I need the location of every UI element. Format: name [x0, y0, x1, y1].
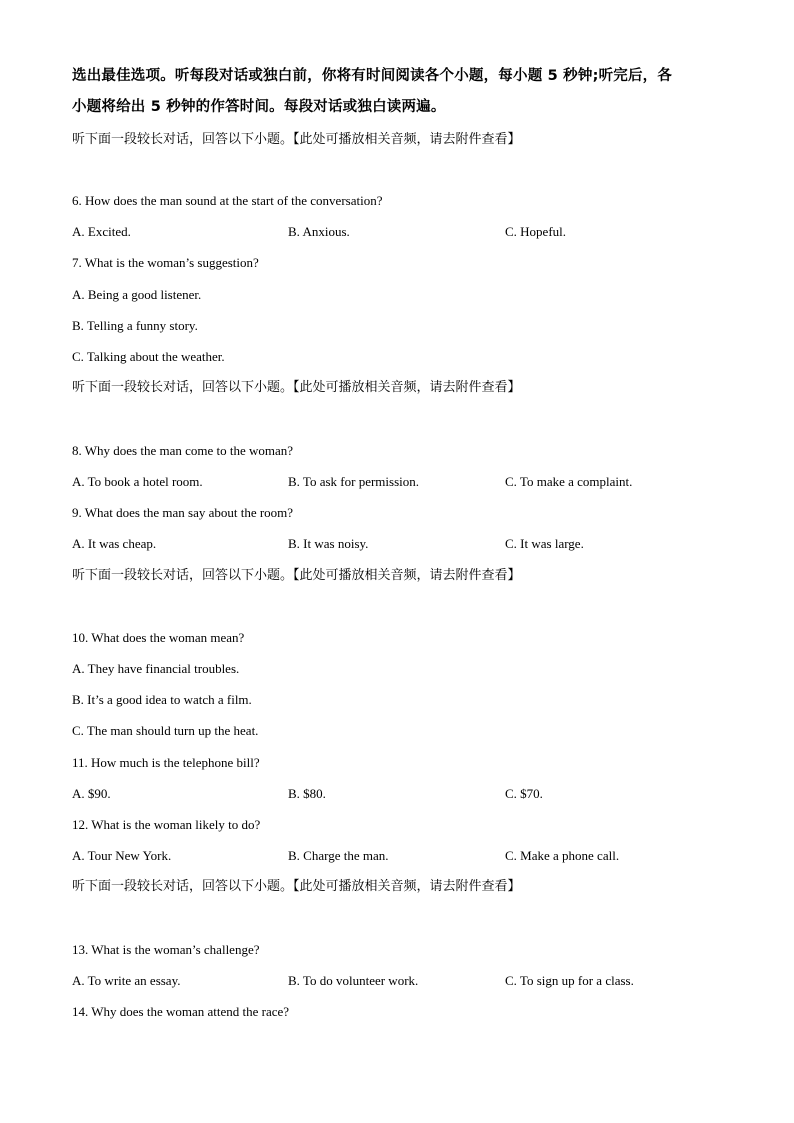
intro-line-2: 小题将给出 5 秒钟的作答时间。每段对话或独白读两遍。 [72, 99, 446, 115]
question-8-option-c[interactable]: C. To make a complaint. [505, 474, 633, 489]
question-8-options [72, 474, 722, 490]
question-10-stem: 10. What does the woman mean? [72, 630, 245, 645]
question-14-stem: 14. Why does the woman attend the race? [72, 1004, 290, 1019]
question-9-option-a[interactable]: A. It was cheap. [72, 536, 157, 551]
question-9-option-b[interactable]: B. It was noisy. [288, 536, 369, 551]
intro-line-1: 选出最佳选项。听每段对话或独白前，你将有时间阅读各个小题，每小题 5 秒钟;听完后，各 [72, 68, 673, 84]
section-instruction: 听下面一段较长对话，回答以下小题。【此处可播放相关音频，请去附件查看】 [72, 380, 521, 395]
question-7-option-b[interactable]: B. Telling a funny story. [72, 318, 198, 333]
question-8-option-b[interactable]: B. To ask for permission. [288, 474, 420, 489]
question-7-option-c[interactable]: C. Talking about the weather. [72, 349, 225, 364]
question-6-stem: 6. How does the man sound at the start of the conversation? [72, 193, 383, 208]
section-instruction: 听下面一段较长对话，回答以下小题。【此处可播放相关音频，请去附件查看】 [72, 132, 521, 147]
question-6-option-b[interactable]: B. Anxious. [288, 224, 350, 239]
question-12-options [72, 848, 722, 864]
question-13-option-c[interactable]: C. To sign up for a class. [505, 973, 634, 988]
question-9-options [72, 536, 722, 552]
question-6-option-a[interactable]: A. Excited. [72, 224, 131, 239]
question-6-options [72, 224, 722, 240]
question-13-option-b[interactable]: B. To do volunteer work. [288, 973, 419, 988]
question-11-options [72, 786, 722, 802]
question-12-option-a[interactable]: A. Tour New York. [72, 848, 172, 863]
question-10-option-a[interactable]: A. They have financial troubles. [72, 661, 240, 676]
question-6-option-c[interactable]: C. Hopeful. [505, 224, 567, 239]
question-8-option-a[interactable]: A. To book a hotel room. [72, 474, 203, 489]
question-10-option-c[interactable]: C. The man should turn up the heat. [72, 723, 259, 738]
question-11-stem: 11. How much is the telephone bill? [72, 755, 260, 770]
question-12-stem: 12. What is the woman likely to do? [72, 817, 261, 832]
question-11-option-a[interactable]: A. $90. [72, 786, 111, 801]
question-8-stem: 8. Why does the man come to the woman? [72, 443, 294, 458]
section-instruction: 听下面一段较长对话，回答以下小题。【此处可播放相关音频，请去附件查看】 [72, 879, 521, 894]
question-11-option-c[interactable]: C. $70. [505, 786, 543, 801]
section-instruction: 听下面一段较长对话，回答以下小题。【此处可播放相关音频，请去附件查看】 [72, 568, 521, 583]
question-9-option-c[interactable]: C. It was large. [505, 536, 584, 551]
question-12-option-c[interactable]: C. Make a phone call. [505, 848, 620, 863]
question-7-stem: 7. What is the woman’s suggestion? [72, 255, 259, 270]
question-11-option-b[interactable]: B. $80. [288, 786, 326, 801]
question-9-stem: 9. What does the man say about the room? [72, 505, 294, 520]
question-13-stem: 13. What is the woman’s challenge? [72, 942, 260, 957]
question-13-options [72, 973, 722, 989]
question-13-option-a[interactable]: A. To write an essay. [72, 973, 181, 988]
question-10-option-b[interactable]: B. It’s a good idea to watch a film. [72, 692, 252, 707]
question-7-option-a[interactable]: A. Being a good listener. [72, 287, 202, 302]
question-12-option-b[interactable]: B. Charge the man. [288, 848, 389, 863]
